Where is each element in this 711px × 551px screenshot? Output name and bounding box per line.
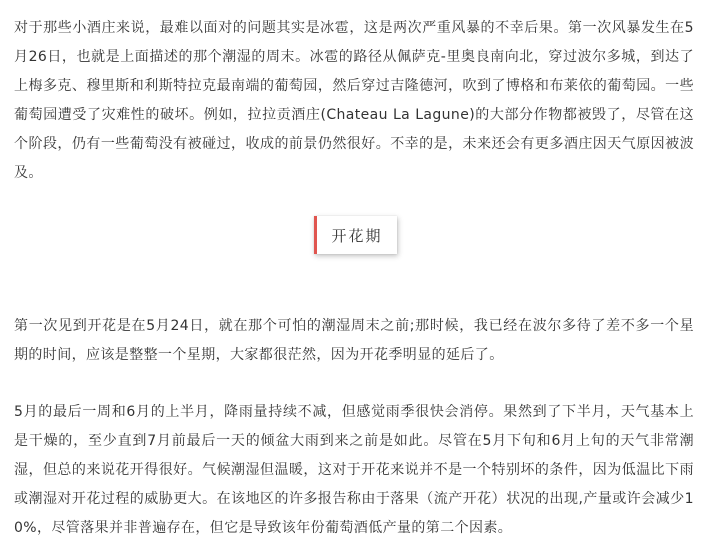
paragraph-flowering-start: 第一次见到开花是在5月24日，就在那个可怕的潮湿周末之前;那时候，我已经在波尔多待了差不多一个星期的时间，应该是整整一个星期，大家都很茫然，因为开花季明显的延后了。 [14,318,694,363]
paragraph-hail: 对于那些小酒庄来说，最难以面对的问题其实是冰雹，这是两次严重风暴的不幸后果。第一次风暴发生在5月26日，也就是上面描述的那个潮湿的周末。冰雹的路径从佩萨克-里奥良南向北，穿过波尔多城，到达了上梅多克、穆里斯和利斯特拉克最南端的葡萄园，然后穿过吉隆德河，吹到了博格和布莱依的葡萄园。一些葡萄园遭受了灾难性的破坏。例如，拉拉贡酒庄(Chateau La Lagune)的大部分作物都被毁了，尽管在这个阶段，仍有一些葡萄没有被碰过，收成的前景仍然很好。不幸的是，未来还会有更多酒庄因天气原因被波及。 [14,20,694,181]
article-body [14,14,694,188]
section-heading [314,216,396,254]
section-heading-container [0,216,711,272]
paragraph-flowering-weather: 5月的最后一周和6月的上半月，降雨量持续不减，但感觉雨季很快会消停。果然到了下半月，天气基本上是干燥的，至少直到7月前最后一天的倾盆大雨到来之前是如此。尽管在5月下旬和6月上旬的天气非常潮湿，但总的来说花开得很好。气候潮湿但温暖，这对于开花来说并不是一个特别坏的条件，因为低温比下雨或潮湿对开花过程的威胁更大。在该地区的许多报告称由于落果（流产开花）状况的出现,产量或许会减少10%，尽管落果并非普遍存在，但它是导致该年份葡萄酒低产量的第二个因素。 [14,404,694,536]
section-heading-text: 开花期 [331,226,383,245]
